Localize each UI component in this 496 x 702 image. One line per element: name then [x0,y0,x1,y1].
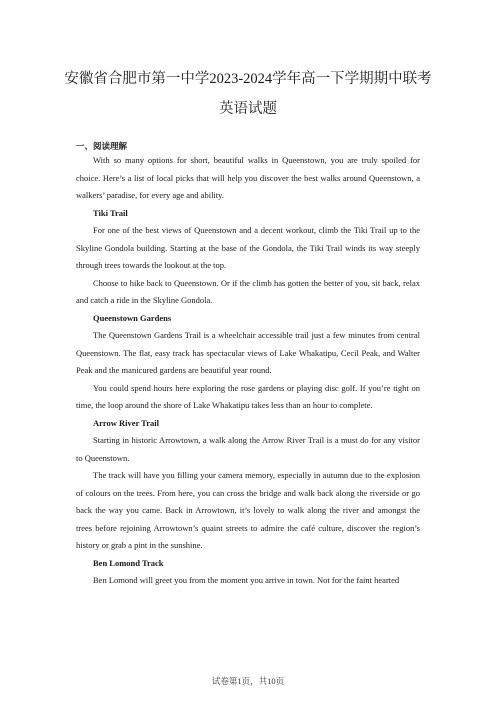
passage-subheading: Ben Lomond Track [93,557,164,568]
passage-paragraph: You could spend hours here exploring the rose gardens or playing disc golf. If you’re tight on time, the loop around the shore of Lake Whakatipu takes less than an hour to complete. [76,382,420,410]
document-title: 安徽省合肥市第一中学2023-2024学年高一下学期期中联考英语试题 [64,71,432,117]
section-heading: 一、阅读理解 [76,141,128,151]
passage-paragraph: For one of the best views of Queenstown and a decent workout, climb the Tiki Trail up to the Skyline Gondola building. Starting at the base of the Gondola, the Tiki Trail winds its way steeply through trees towards the lookout at the top. [76,225,420,270]
passage-paragraph: The Queenstown Gardens Trail is a wheelchair accessible trail just a few minutes from central Queenstown. The flat, easy track has spectacular views of Lake Whakatipu, Cecil Peak, and Walter Peak and the manicured gardens are beautiful year round. [76,330,420,375]
passage-paragraph: With so many options for short, beautiful walks in Queenstown, you are truly spoiled for choice. Here’s a list of local picks that will help you discover the best walks around Queenstown, a walkers’ paradise, for every age and ability. [76,155,420,200]
passage-paragraph: Choose to hike back to Queenstown. Or if the climb has gotten the better of you, sit back, relax and catch a ride in the Skyline Gondola. [76,277,420,305]
passage-body [76,152,420,590]
passage-paragraph: The track will have you filling your camera memory, especially in autumn due to the explosion of colours on the trees. From here, you can cross the bridge and walk back along the riverside or go back the way you came. Back in Arrowtown, it’s lovely to walk along the river and amongst the trees before rejoining Arrowtown’s quaint streets to admire the café culture, discover the region’s history or grab a pint in the sunshine. [76,470,420,550]
page-footer: 试卷第1页，共10页 [211,676,285,686]
passage-paragraph: Starting in historic Arrowtown, a walk along the Arrow River Trail is a must do for any visitor to Queenstown. [76,435,420,463]
passage-subheading: Tiki Trail [93,207,128,218]
passage-subheading: Arrow River Trail [93,417,159,428]
passage-paragraph: Ben Lomond will greet you from the moment you arrive in town. Not for the faint hearted [93,575,400,585]
passage-subheading: Queenstown Gardens [93,312,172,323]
